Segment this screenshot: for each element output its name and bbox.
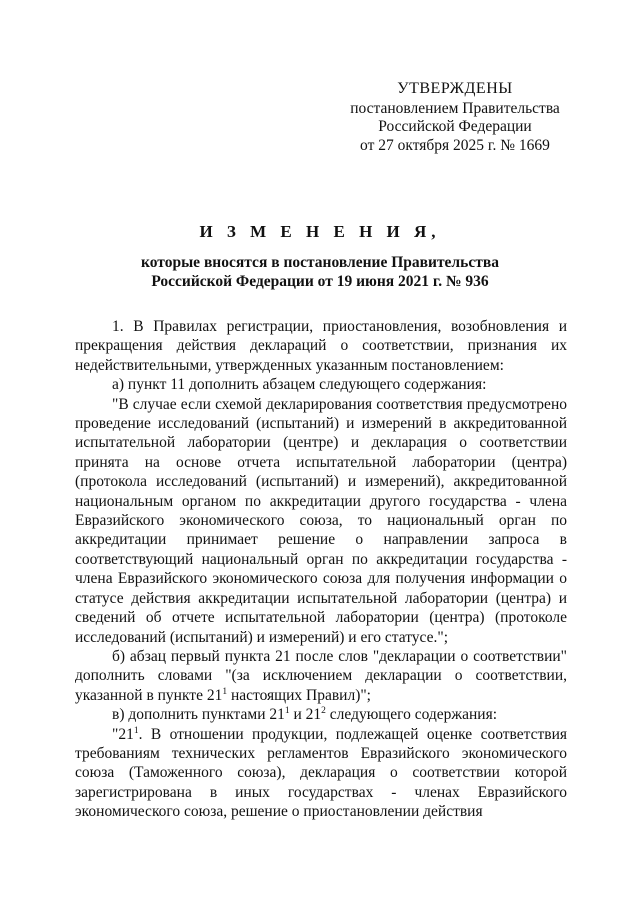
superscript: 2 <box>321 706 326 717</box>
paragraph-3: "В случае если схемой декларирования соответствия предусмотрено проведение исследований (испытаний) и измерений в аккредитованной испытательной лаборатории (центре) и декларация о соответствии принята на основе отчета испытательной лаборатории (центра) (протокола исследований (испытаний) и измерений), аккредитованной национальным органом по аккредитации другого государства - члена Евразийского экономического союза, то национальный орган по аккредитации принимает решение о направлении запроса в соответствующий национальный орган по аккредитации государства - члена Евразийского экономического союза для получения информации о статусе действия аккредитации испытательной лаборатории (центра) и сведений об отчете испытательной лаборатории (центра) (протоколе исследований (испытаний) и измерений) и его статусе."; <box>75 395 567 646</box>
paragraph-6 <box>75 725 567 822</box>
subtitle-line-1: которые вносятся в постановление Правительства <box>141 254 499 271</box>
subtitle-line-2: Российской Федерации от 19 июня 2021 г. № 936 <box>151 273 489 290</box>
approval-line-1: постановлением Правительства <box>350 99 560 117</box>
paragraph-4-text-b: настоящих Правил)"; <box>227 686 371 704</box>
paragraph-5-text-c: следующего содержания: <box>325 706 498 724</box>
superscript: 1 <box>222 686 228 697</box>
paragraph-4-text-a: б) абзац первый пункта 21 после слов "декларации о соответствии" дополнить словами "(за исключением декларации о соответствии, указанной в пункте 21 <box>75 647 567 704</box>
document-subtitle <box>130 253 510 291</box>
document-title: И З М Е Н Е Н И Я, <box>199 222 441 241</box>
paragraph-5-text-a: в) дополнить пунктами 21 <box>112 706 285 724</box>
paragraph-6-text-b: . В отношении продукции, подлежащей оценке соответствия требованиям технических регламентов Евразийского экономического союза (Таможенного союза), декларация о соответствии которой зарегистрирована в иных государствах - членах Евразийского экономического союза, решение о приостановлении действия <box>75 725 567 821</box>
approval-stamp: УТВЕРЖДЕНЫ <box>397 80 513 97</box>
approval-block <box>340 80 570 155</box>
superscript: 1 <box>284 706 290 717</box>
paragraph-4 <box>75 647 567 705</box>
approval-line-3: от 27 октября 2025 г. № 1669 <box>360 136 550 154</box>
paragraph-5-text-b: и 21 <box>289 706 322 724</box>
paragraph-5 <box>75 705 567 724</box>
paragraph-1: 1. В Правилах регистрации, приостановления, возобновления и прекращения действия деклараций о соответствии, признания их недействительными, утвержденных указанным постановлением: <box>75 318 567 374</box>
approval-line-2: Российской Федерации <box>378 118 532 135</box>
paragraph-2: а) пункт 11 дополнить абзацем следующего содержания: <box>112 376 487 394</box>
superscript: 1 <box>133 725 139 736</box>
document-body <box>75 317 567 822</box>
paragraph-6-text-a: "21 <box>112 725 134 743</box>
